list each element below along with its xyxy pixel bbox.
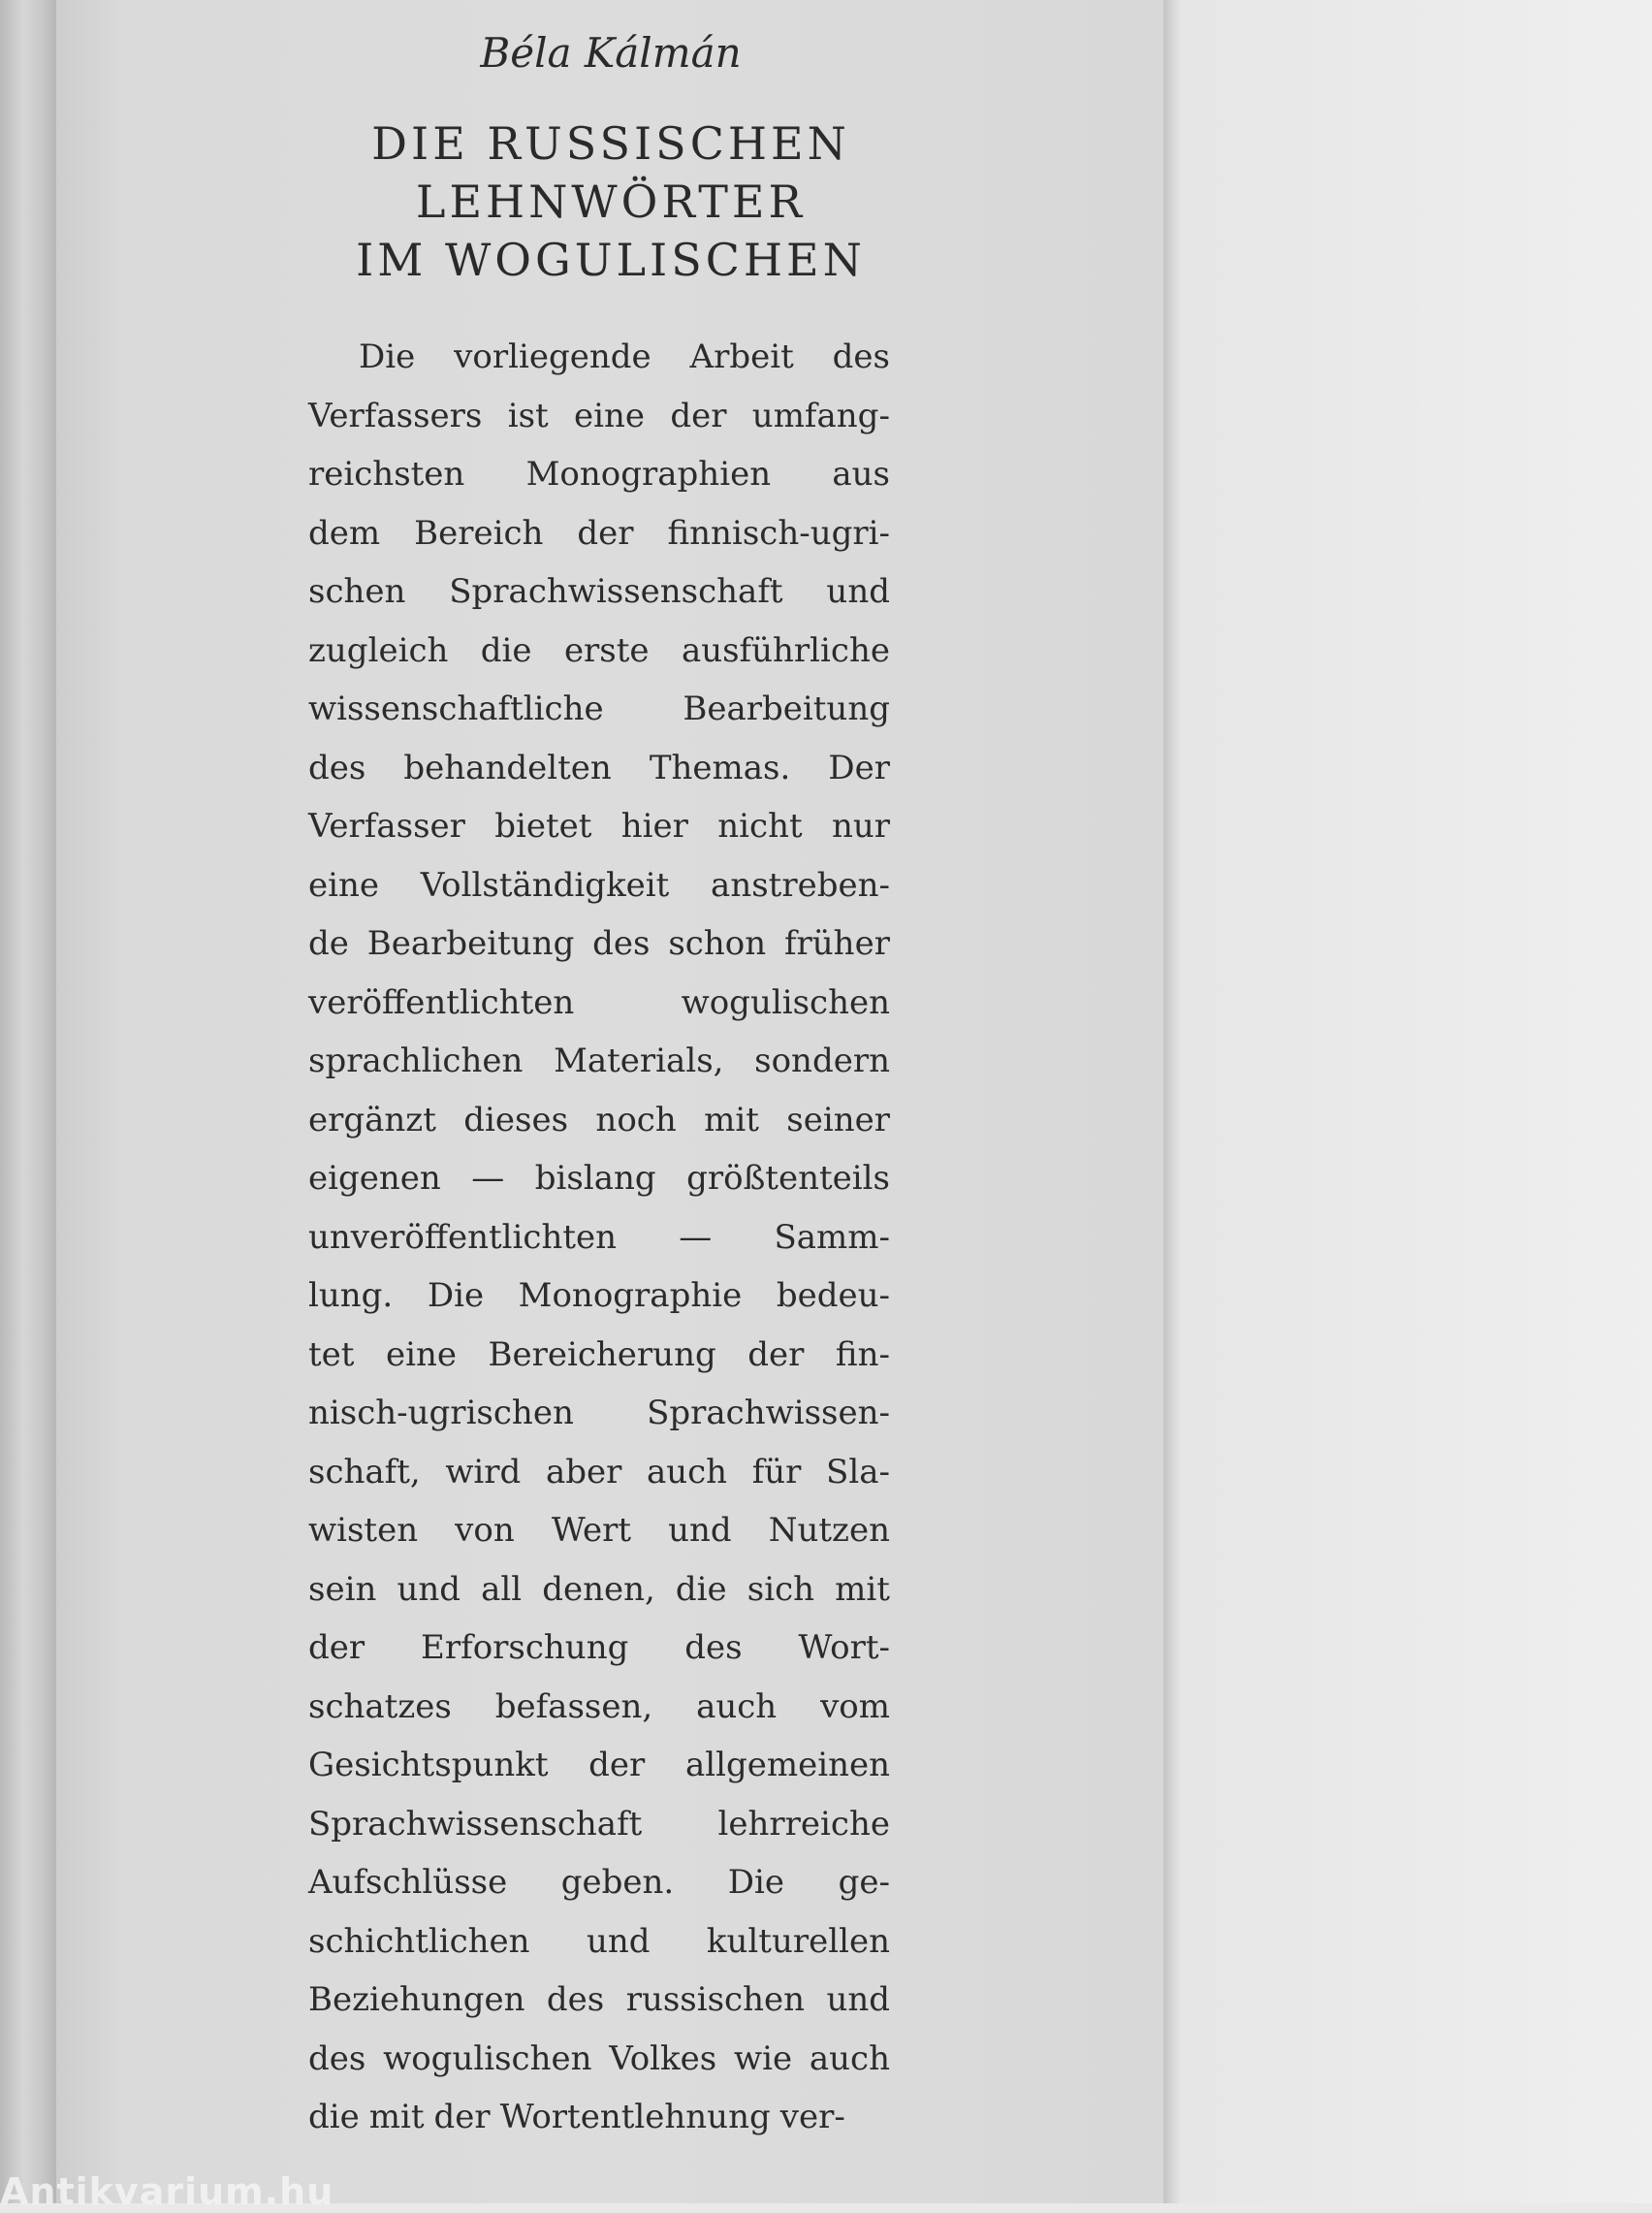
word: eigenen [308,1159,441,1198]
word: auch [696,1686,778,1726]
word: des [546,1980,605,2019]
word: der [670,396,727,435]
word: ist [507,396,549,435]
word: Der [828,748,890,787]
word: Die [427,1276,485,1315]
text-line [308,445,890,504]
word: seiner [786,1100,890,1139]
word: Die [359,337,416,376]
text-line [308,1443,890,1502]
text-line [308,1208,890,1267]
word: Sprachwissenschaft [308,1804,643,1844]
text-line [308,1795,890,1854]
word: Samm- [774,1217,890,1257]
word: und [668,1511,732,1550]
word: zugleich [308,630,449,670]
text-line [308,1149,890,1208]
word: der [433,2098,491,2136]
text-line [308,974,890,1033]
word: dieses [463,1100,569,1139]
word: vorliegende [454,337,651,376]
word: Arbeit [689,337,794,376]
word: Sprachwissen- [647,1394,890,1432]
text-line [308,797,890,856]
text-line [308,2088,890,2147]
word: des [684,1628,743,1667]
word: aus [832,455,890,494]
word: tet [308,1334,355,1374]
page-edge-shadow [1163,0,1181,2203]
text-line [308,1912,890,1972]
text-line [308,1267,890,1326]
word: die [675,1569,727,1609]
title-line: IM WOGULISCHEN [356,234,866,286]
word: behandelten [403,748,612,787]
word: früher [783,924,890,963]
word: schaft, [308,1452,421,1491]
word: sich [747,1569,815,1609]
word: nur [831,807,890,846]
word: hier [620,807,688,846]
word: schen [308,572,406,611]
word: Bereich [414,513,544,553]
word: sein [308,1569,377,1609]
text-line [308,1736,890,1795]
text-line [308,1853,890,1912]
word: auch [646,1452,728,1491]
author-name: Béla Kálmán [480,29,742,77]
word: des [308,748,366,787]
word: und [826,1980,890,2019]
text-line [308,1971,890,2030]
body-text [308,328,890,2147]
word: eine [574,396,646,435]
word: der [577,513,634,553]
title-line: DIE RUSSISCHEN [371,117,850,170]
word: reichsten [308,455,465,494]
word: finnisch-ugri- [667,513,890,553]
word: des [308,2038,366,2078]
word: umfang- [751,396,890,435]
text-line [308,1326,890,1385]
word: all [481,1569,523,1609]
word: wogulischen [383,2038,592,2078]
word: auch [809,2038,890,2078]
word: nisch-ugrischen [308,1394,574,1432]
word: für [751,1452,802,1491]
text-line [308,856,890,915]
text-line [308,914,890,974]
text-line [308,622,890,681]
word: eine [308,865,380,905]
word: mit [368,2098,425,2136]
word: veröffentlichten [308,982,575,1022]
word: Verfasser [308,807,465,846]
text-line [308,1678,890,1737]
word: mit [835,1569,890,1609]
text-line [308,504,890,563]
word: erste [563,630,650,670]
text-line [308,739,890,798]
word: aber [545,1452,622,1491]
word: schatzes [308,1686,452,1726]
word: schon [668,924,767,963]
word: dem [308,513,381,553]
word: sprachlichen [308,1042,524,1080]
text-line [308,1384,890,1443]
title-line: LEHNWÖRTER [415,176,807,228]
word: geben. [560,1863,675,1902]
word: anstreben- [711,865,890,905]
watermark: Antikvarium.hu [0,2170,334,2213]
word: Sprachwissenschaft [449,572,783,611]
word: schichtlichen [308,1921,530,1961]
word: ge- [838,1863,890,1902]
word: ausführliche [681,630,890,670]
word: denen, [542,1569,655,1609]
word: unveröffentlichten [308,1217,618,1257]
word: befassen, [494,1686,653,1726]
text-line [308,1560,890,1620]
word: wogulischen [681,982,890,1022]
word: lung. [308,1276,394,1315]
word: eine [385,1334,457,1374]
word: Bearbeitung [366,924,575,963]
word: bislang [534,1159,656,1198]
text-line [308,1032,890,1091]
word: der [308,1628,365,1667]
word: Monographien [525,455,772,494]
word: Beziehungen [308,1980,525,2019]
word: Wort- [798,1628,890,1667]
word: die [480,630,532,670]
word: Volkes [609,2038,717,2078]
word: Gesichtspunkt [308,1746,549,1784]
word: wie [733,2038,793,2078]
text-line [308,1501,890,1560]
word: bietet [494,807,592,846]
word: Wert [551,1511,632,1550]
word: Sla- [826,1452,890,1491]
word: bedeu- [776,1276,890,1315]
word: des [832,337,890,376]
word: Aufschlüsse [308,1863,508,1902]
word: fin- [835,1334,890,1374]
word: Verfassers [308,396,483,435]
word: Nutzen [768,1511,890,1550]
word: des [592,924,651,963]
word: nicht [717,807,803,846]
word: russischen [625,1980,806,2019]
word: wisten [308,1511,419,1550]
word: lehrreiche [717,1804,890,1844]
book-title [301,114,921,289]
word: Die [727,1863,785,1902]
word: mit [704,1100,759,1139]
word: und [586,1921,651,1961]
text-line [308,387,890,446]
word: de [308,924,349,963]
word: größtenteils [686,1159,890,1198]
word: Bearbeitung [683,690,890,728]
text-line [308,2030,890,2089]
word: die [308,2098,360,2136]
word: noch [595,1100,677,1139]
word: Vollständigkeit [420,865,670,905]
word: wissenschaftliche [308,690,604,728]
word: Wortentlehnung [499,2098,771,2136]
word: Monographie [518,1276,743,1315]
word: Materials, [554,1042,724,1080]
text-line [308,1091,890,1150]
word: wird [445,1452,522,1491]
word: — [679,1217,713,1257]
word: und [826,572,890,611]
word: Themas. [649,748,791,787]
word: Bereicherung [488,1334,716,1374]
word: und [397,1569,461,1609]
word: kulturellen [706,1921,890,1961]
text-line [308,680,890,739]
word: Erforschung [421,1628,629,1667]
word: der [588,1746,646,1784]
word: ver- [779,2098,845,2136]
text-line [308,1619,890,1678]
text-line [308,562,890,622]
word: vom [820,1686,890,1726]
word: von [455,1511,515,1550]
text-line [308,328,890,387]
word: allgemeinen [684,1746,890,1784]
word: ergänzt [308,1100,436,1139]
word: der [747,1334,805,1374]
backdrop [1181,0,1652,2203]
word: — [471,1159,505,1198]
word: sondern [754,1042,890,1080]
